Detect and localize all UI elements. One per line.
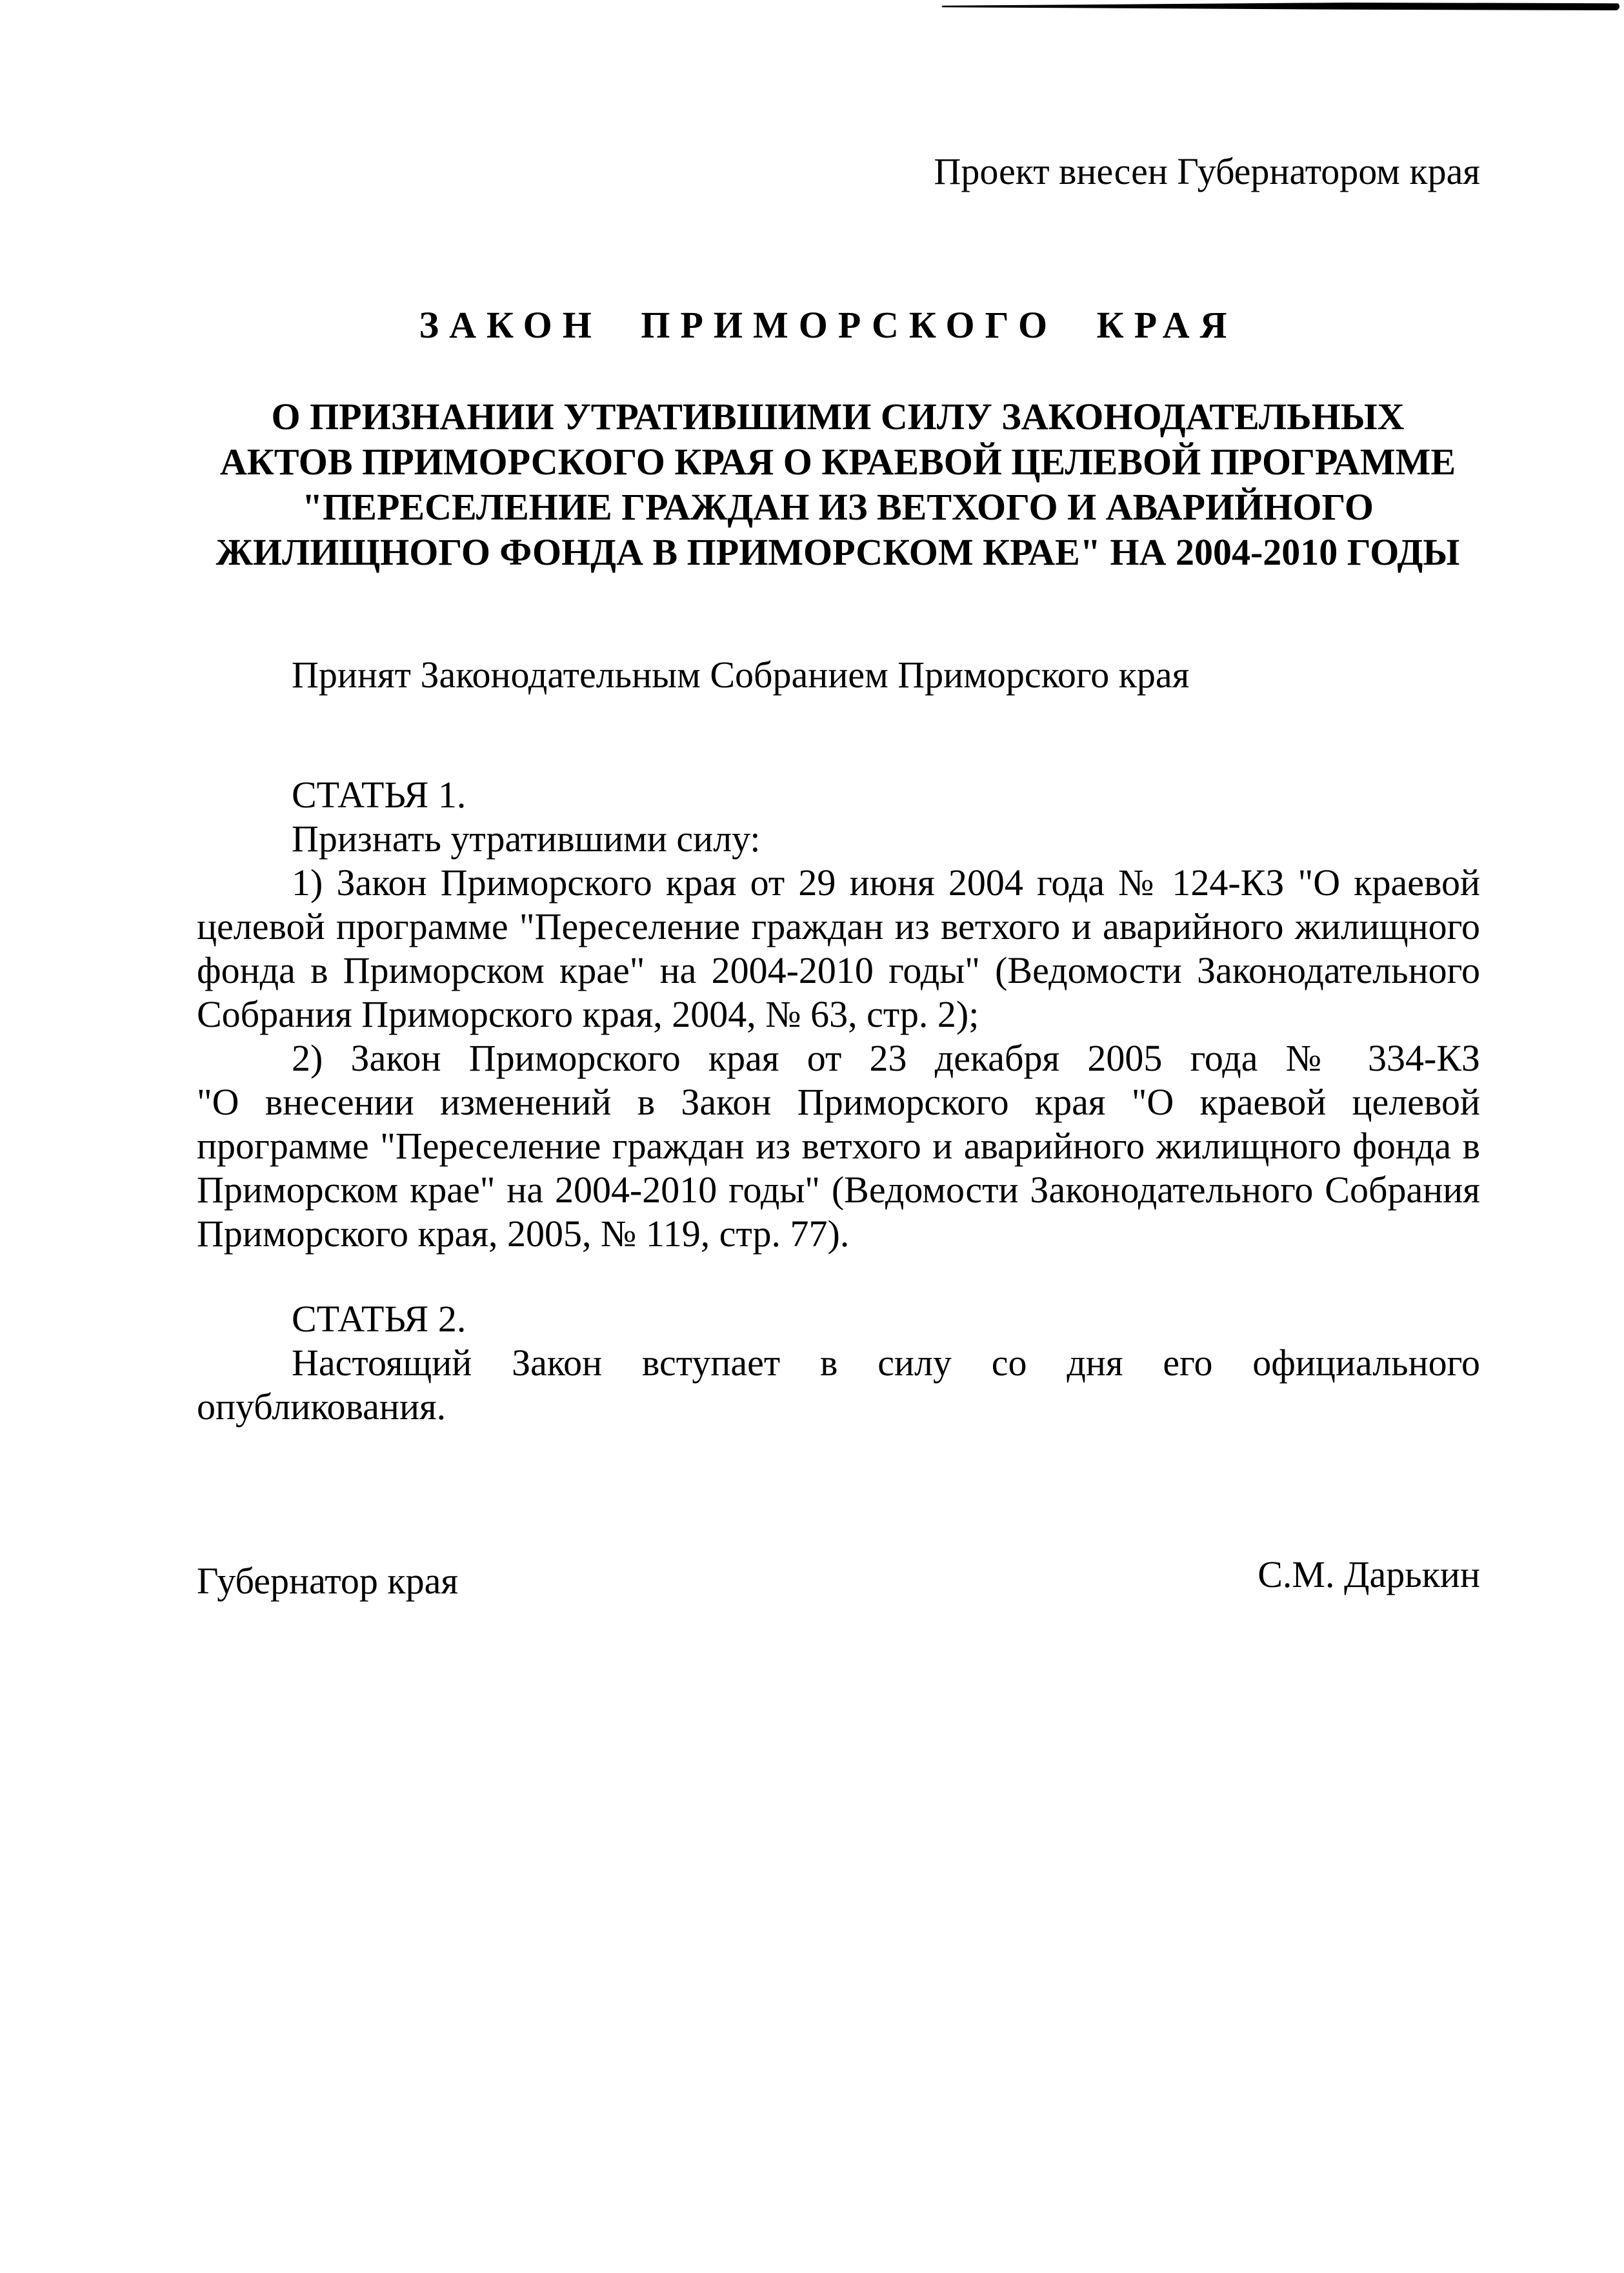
article-1-line: Признать утратившими силу: [292,818,761,860]
subtitle-line: "ПЕРЕСЕЛЕНИЕ ГРАЖДАН ИЗ ВЕТХОГО И АВАРИЙНОГО [301,486,1374,528]
article-1-line: целевой программе "Переселение граждан из ветхого и аварийного жилищного [197,905,1480,947]
signature-position: Губернатор края [197,1560,459,1602]
article-1-line: фонда в Приморском крае" на 2004-2010 годы" (Ведомости Законодательного [197,949,1480,991]
document-title: ЗАКОН ПРИМОРСКОГО КРАЯ [419,304,1238,346]
article-1-line: Собрания Приморского края, 2004, № 63, стр. 2); [197,993,979,1035]
article-1-line: 1) Закон Приморского края от 29 июня 2004 года № 124-КЗ "О краевой [292,862,1480,904]
subtitle-line: АКТОВ ПРИМОРСКОГО КРАЯ О КРАЕВОЙ ЦЕЛЕВОЙ ПРОГРАММЕ [219,441,1456,483]
header-note: Проект внесен Губернатором края [934,150,1480,192]
article-1-line: Приморского края, 2005, № 119, стр. 77). [197,1213,850,1255]
article-1-line: Приморском крае" на 2004-2010 годы" (Ведомости Законодательного Собрания [197,1169,1480,1211]
subtitle-line: ЖИЛИЩНОГО ФОНДА В ПРИМОРСКОМ КРАЕ" НА 2004-2010 ГОДЫ [216,531,1460,573]
article-2-heading: СТАТЬЯ 2. [292,1298,466,1340]
adopted-note: Принят Законодательным Собранием Приморского края [292,654,1190,696]
article-2-line: Настоящий Закон вступает в силу со дня его официального [292,1342,1480,1384]
article-1-line: "О внесении изменений в Закон Приморского края "О краевой целевой [197,1081,1480,1123]
article-1-line: программе "Переселение граждан из ветхого и аварийного жилищного фонда в [197,1125,1480,1167]
article-1-line: 2) Закон Приморского края от 23 декабря 2005 года № 334-КЗ [292,1037,1480,1079]
subtitle-line: О ПРИЗНАНИИ УТРАТИВШИМИ СИЛУ ЗАКОНОДАТЕЛЬНЫХ [271,396,1405,438]
article-2-line: опубликования. [197,1386,446,1428]
signature-name: С.М. Дарькин [1258,1553,1480,1595]
article-1-heading: СТАТЬЯ 1. [292,774,466,816]
scan-edge-mark [942,3,1619,10]
